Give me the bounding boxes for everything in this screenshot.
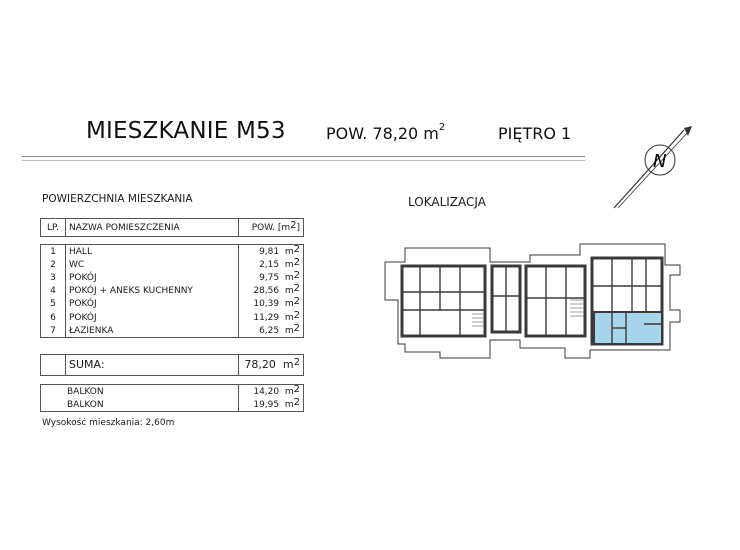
sum-value: 78,20 m2 bbox=[239, 355, 304, 376]
sum-spacer bbox=[41, 355, 66, 376]
location-floor-plan bbox=[380, 240, 685, 368]
room-row bbox=[41, 285, 304, 298]
room-name: POKÓJ bbox=[66, 271, 239, 284]
room-row bbox=[41, 311, 304, 324]
apartment-area bbox=[326, 124, 445, 143]
room-name: HALL bbox=[66, 245, 239, 259]
room-no: 7 bbox=[41, 324, 66, 338]
sum-table bbox=[40, 354, 304, 376]
area-section-title: POWIERZCHNIA MIESZKANIA bbox=[42, 193, 193, 205]
room-row bbox=[41, 324, 304, 338]
header-rule-2 bbox=[22, 160, 585, 161]
area-text: POW. 78,20 m bbox=[326, 124, 439, 143]
room-area: 11,29 m2 bbox=[239, 311, 304, 324]
room-no: 6 bbox=[41, 311, 66, 324]
room-row bbox=[41, 298, 304, 311]
balcony-area: 19,95 m2 bbox=[239, 398, 304, 412]
balcony-area: 14,20 m2 bbox=[239, 385, 304, 399]
col-area: POW. [m2] bbox=[239, 219, 304, 237]
header-rule bbox=[22, 156, 585, 157]
room-no: 4 bbox=[41, 285, 66, 298]
area-sup: 2 bbox=[438, 122, 446, 133]
room-row bbox=[41, 258, 304, 271]
room-name: POKÓJ bbox=[66, 298, 239, 311]
apartment-floor: PIĘTRO 1 bbox=[498, 124, 572, 143]
room-no: 1 bbox=[41, 245, 66, 259]
balcony-row bbox=[41, 398, 304, 412]
location-section-title: LOKALIZACJA bbox=[408, 195, 486, 209]
room-name: POKÓJ + ANEKS KUCHENNY bbox=[66, 285, 239, 298]
room-area: 9,81 m2 bbox=[239, 245, 304, 259]
compass-label: N bbox=[653, 151, 667, 172]
room-name: WC bbox=[66, 258, 239, 271]
rooms-table-header bbox=[40, 218, 304, 237]
room-name: POKÓJ bbox=[66, 311, 239, 324]
room-no: 3 bbox=[41, 271, 66, 284]
room-name: ŁAZIENKA bbox=[66, 324, 239, 338]
room-no: 2 bbox=[41, 258, 66, 271]
balcony-table bbox=[40, 384, 304, 412]
room-area: 10,39 m2 bbox=[239, 298, 304, 311]
room-area: 6,25 m2 bbox=[239, 324, 304, 338]
room-no: 5 bbox=[41, 298, 66, 311]
apartment-title: MIESZKANIE M53 bbox=[86, 118, 286, 144]
room-area: 9,75 m2 bbox=[239, 271, 304, 284]
room-area: 2,15 m2 bbox=[239, 258, 304, 271]
rooms-table bbox=[40, 244, 304, 338]
balcony-name: BALKON bbox=[41, 385, 239, 399]
compass-icon bbox=[608, 122, 698, 214]
sum-label: SUMA: bbox=[66, 355, 239, 376]
room-area: 28,56 m2 bbox=[239, 285, 304, 298]
ceiling-height-note: Wysokość mieszkania: 2,60m bbox=[42, 418, 175, 428]
room-row bbox=[41, 271, 304, 284]
balcony-row bbox=[41, 385, 304, 399]
col-no: LP. bbox=[41, 219, 66, 237]
col-name: NAZWA POMIESZCZENIA bbox=[66, 219, 239, 237]
room-row bbox=[41, 245, 304, 259]
balcony-name: BALKON bbox=[41, 398, 239, 412]
